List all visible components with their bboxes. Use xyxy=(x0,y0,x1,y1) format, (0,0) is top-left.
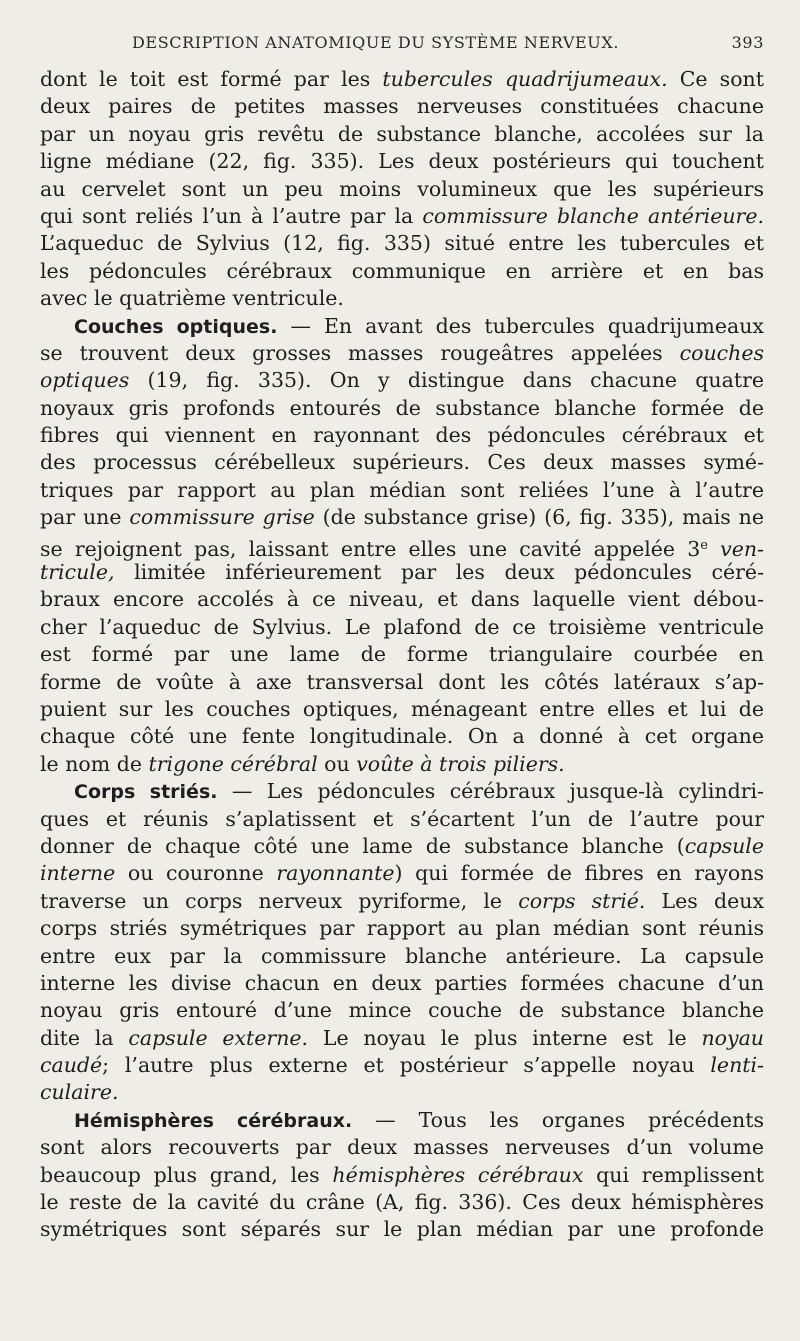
text-span: au cervelet sont un peu moins volumineux que les supérieurs xyxy=(40,176,764,201)
text-line xyxy=(40,66,764,93)
text-span: forme de voûte à axe transversal dont les côtés latéraux s’ap- xyxy=(40,669,764,694)
text-span: braux encore accolés à ce niveau, et dans laquelle vient débou- xyxy=(40,587,764,612)
text-span: fibres qui viennent en rayonnant des pédoncules cérébraux et xyxy=(40,423,764,448)
text-line xyxy=(40,176,764,203)
text-span: — Tous les organes précédents xyxy=(352,1107,764,1132)
italic-term: commissure blanche antérieure. xyxy=(422,203,764,228)
text-line xyxy=(40,860,764,887)
section-heading: Couches optiques. xyxy=(74,315,278,338)
text-line xyxy=(40,1216,764,1243)
italic-term: lenti- xyxy=(710,1053,764,1078)
text-span: ou couronne xyxy=(115,861,277,886)
text-line xyxy=(40,915,764,942)
text-span: noyau gris entouré d’une mince couche de substance blanche xyxy=(40,998,764,1023)
italic-term: culaire. xyxy=(40,1080,119,1105)
text-span: ; l’autre plus externe et postérieur s’appelle noyau xyxy=(102,1053,711,1078)
text-line xyxy=(40,1107,764,1134)
text-span: (de substance grise) (6, fig. 335), mais ne xyxy=(314,505,764,530)
text-line xyxy=(40,422,764,449)
italic-term: corps strié. xyxy=(518,888,646,913)
text-span: puient sur les couches optiques, ménageant entre elles et lui de xyxy=(40,696,764,721)
text-line xyxy=(40,1162,764,1189)
text-span: beaucoup plus grand, les xyxy=(40,1162,333,1187)
text-span: deux paires de petites masses nerveuses constituées chacune xyxy=(40,94,764,119)
text-span: dite la xyxy=(40,1025,129,1050)
text-span: — Les pédoncules cérébraux jusque-là cylindri- xyxy=(217,779,764,804)
header-title: DESCRIPTION ANATOMIQUE DU SYSTÈME NERVEUX. xyxy=(132,33,620,52)
page-number: 393 xyxy=(731,33,764,52)
text-span: par une xyxy=(40,505,130,530)
text-span: ) qui formée de fibres en rayons xyxy=(394,861,764,886)
text-line xyxy=(40,121,764,148)
text-line xyxy=(40,230,764,257)
body-text xyxy=(40,66,764,1244)
text-line xyxy=(40,586,764,613)
italic-term: ven- xyxy=(720,536,764,561)
text-line xyxy=(40,833,764,860)
section-heading: Corps striés. xyxy=(74,781,218,804)
italic-term: hémisphères cérébraux xyxy=(332,1162,584,1187)
text-line xyxy=(40,888,764,915)
text-line xyxy=(40,504,764,531)
italic-term: couches xyxy=(679,340,764,365)
text-line xyxy=(40,970,764,997)
text-line xyxy=(40,203,764,230)
text-line xyxy=(40,313,764,340)
text-line xyxy=(40,258,764,285)
text-span: — En avant des tubercules quadrijumeaux xyxy=(277,313,764,338)
text-line xyxy=(40,148,764,175)
italic-term: interne xyxy=(40,861,116,886)
italic-term: voûte à trois piliers. xyxy=(356,751,565,776)
italic-term: noyau xyxy=(701,1025,764,1050)
italic-term: commissure grise xyxy=(129,505,315,530)
text-span: cher l’aqueduc de Sylvius. Le plafond de ce troisième ventricule xyxy=(40,614,764,639)
superscript: e xyxy=(700,537,708,553)
text-span: dont le toit est formé par les xyxy=(40,67,383,91)
text-line xyxy=(40,997,764,1024)
italic-term: capsule externe. xyxy=(128,1025,309,1050)
text-span: ques et réunis s’aplatissent et s’écartent l’un de l’autre pour xyxy=(40,806,764,831)
text-span: ligne médiane (22, fig. 335). Les deux postérieurs qui touchent xyxy=(40,149,764,174)
text-span: noyaux gris profonds entourés de substance blanche formée de xyxy=(40,395,764,420)
text-span: qui sont reliés l’un à l’autre par la xyxy=(40,203,423,228)
text-line xyxy=(40,751,764,778)
italic-term: rayonnante xyxy=(276,861,395,886)
text-span: des processus cérébelleux supérieurs. Ces deux masses symé- xyxy=(40,450,764,475)
text-span: triques par rapport au plan médian sont reliées l’une à l’autre xyxy=(40,477,764,502)
text-line xyxy=(40,340,764,367)
text-span: Le noyau le plus interne est le xyxy=(308,1025,702,1050)
text-line xyxy=(40,641,764,668)
text-line xyxy=(40,559,764,586)
text-line xyxy=(40,943,764,970)
text-line xyxy=(40,1189,764,1216)
text-line xyxy=(40,532,764,559)
section-heading: Hémisphères cérébraux. xyxy=(74,1109,353,1132)
text-line xyxy=(40,449,764,476)
text-span: ou xyxy=(317,751,357,776)
text-line xyxy=(40,696,764,723)
text-span: traverse un corps nerveux pyriforme, le xyxy=(40,888,519,913)
text-line xyxy=(40,1025,764,1052)
italic-term: tricule, xyxy=(40,560,115,585)
text-span: sont alors recouverts par deux masses nerveuses d’un volume xyxy=(40,1135,764,1160)
italic-term: caudé xyxy=(40,1053,103,1078)
text-span xyxy=(708,537,720,561)
text-line xyxy=(40,806,764,833)
text-span: avec le quatrième ventricule. xyxy=(40,286,344,311)
italic-term: tubercules quadrijumeaux. xyxy=(382,67,668,91)
text-span: par un noyau gris revêtu de substance blanche, accolées sur la xyxy=(40,121,764,146)
text-span: corps striés symétriques par rapport au plan médian sont réunis xyxy=(40,916,764,941)
italic-term: capsule xyxy=(684,833,764,858)
text-line xyxy=(40,477,764,504)
text-span: qui remplissent xyxy=(583,1162,764,1187)
text-line xyxy=(40,669,764,696)
text-span: chaque côté une fente longitudinale. On a donné à cet organe xyxy=(40,724,764,749)
text-span: le reste de la cavité du crâne (A, fig. 336). Ces deux hémisphères xyxy=(40,1190,764,1215)
text-line xyxy=(40,285,764,312)
text-span: les pédoncules cérébraux communique en arrière et en bas xyxy=(40,258,764,283)
text-span: Ce sont xyxy=(667,67,764,91)
text-line xyxy=(40,1134,764,1161)
text-span: Les deux xyxy=(645,888,765,913)
text-span: entre eux par la commissure blanche antérieure. La capsule xyxy=(40,943,764,968)
text-line xyxy=(40,1079,764,1106)
text-line xyxy=(40,1052,764,1079)
text-span: donner de chaque côté une lame de substance blanche ( xyxy=(40,833,685,858)
text-span: symétriques sont séparés sur le plan médian par une profonde xyxy=(40,1217,764,1242)
text-line xyxy=(40,395,764,422)
text-line xyxy=(40,614,764,641)
text-line xyxy=(40,778,764,805)
italic-term: trigone cérébral xyxy=(148,751,318,776)
text-span: est formé par une lame de forme triangulaire courbée en xyxy=(40,642,764,667)
text-span: se trouvent deux grosses masses rougeâtres appelées xyxy=(40,340,680,365)
text-line xyxy=(40,93,764,120)
italic-term: optiques xyxy=(40,368,130,393)
text-span: se rejoignent pas, laissant entre elles une cavité appelée 3 xyxy=(40,536,701,561)
text-span: limitée inférieurement par les deux pédoncules céré- xyxy=(114,560,764,585)
running-header xyxy=(40,33,764,57)
text-span: interne les divise chacun en deux parties formées chacune d’un xyxy=(40,970,764,995)
text-span: le nom de xyxy=(40,751,149,776)
text-span: L’aqueduc de Sylvius (12, fig. 335) situé entre les tubercules et xyxy=(40,231,764,256)
text-line xyxy=(40,723,764,750)
text-span: (19, fig. 335). On y distingue dans chacune quatre xyxy=(129,368,764,393)
text-line xyxy=(40,367,764,394)
